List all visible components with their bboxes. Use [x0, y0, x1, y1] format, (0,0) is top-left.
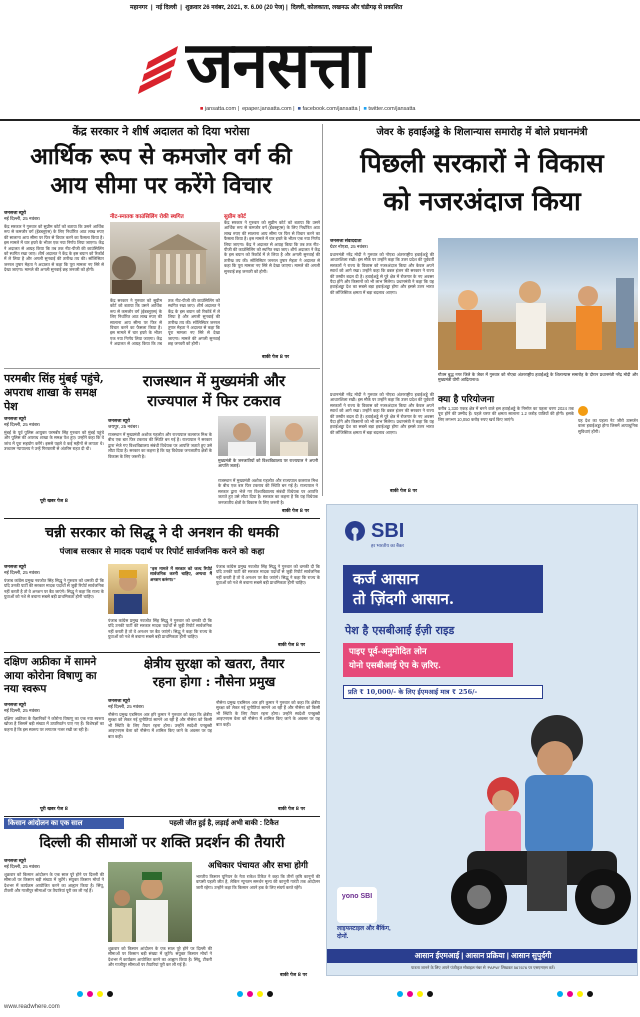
navy-headline-2: रहना होगा : नौसेना प्रमुख — [152, 675, 276, 690]
sidhu-bureau: जनसत्ता ब्यूरो — [4, 564, 26, 569]
raj-byline — [108, 418, 212, 430]
link-facebook[interactable]: facebook.com/jansatta — [302, 106, 358, 112]
footer-site[interactable]: www.readwhere.com — [4, 1004, 60, 1010]
navy-bureau: जनसत्ता ब्यूरो — [108, 698, 130, 703]
delhi-place: नई दिल्ली, 25 नवंबर। — [4, 864, 41, 869]
sbi-ad[interactable] — [326, 504, 638, 976]
story1-text-right: केंद्र सरकार ने गुरुवार को सुप्रीम कोर्ट को बताया कि उसने आर्थिक रूप से कमजोर वर्ग (ईडब्लूएस) के लिए निर्धारित आठ लाख रुपए की सालाना आय सीमा पर फिर से विचार करने का फैसला किया है। इस मामले में चार हफ्ते के भीतर एक नया निर्णय लिया जाएगा। केंद्र ने अदालत से आग्रह किया कि तब तक नीट-पीजी की काउंसिलिंग को स्थगित रखा जाए। शीर्ष अदालत ने केंद्र के इस बयान को रिकॉर्ड में ले लिया है और अगली सुनवाई की तारीख तय की। सॉलिसिटर जनरल तुषार मेहता ने अदालत से कहा कि पूरा मामला नए सिरे से देखा जाएगा। मामले की अगली सुनवाई छह जनवरी को होगी। — [224, 220, 320, 274]
project-side-text: यह देश का पहला नेट जीरो उत्सर्जन वाला हवाईअड्डा होगा जिसमें अत्याधुनिक सुविधाएं होंगी। — [578, 418, 638, 434]
logo-mark — [138, 42, 184, 96]
sbi-brand: SBI — [371, 520, 405, 542]
ad-sub-1: पाइए पूर्व-अनुमोदित लोन — [349, 647, 427, 657]
raj-headline-2: राज्यपाल में फिर टकराव — [147, 392, 281, 410]
story1-more[interactable]: बाकी पेज 8 पर — [262, 355, 290, 360]
tikait-more[interactable]: बाकी पेज 8 पर — [280, 973, 308, 978]
yono-note: लाइफस्टाइल और बैंकिंग, दोनों. — [337, 926, 391, 940]
divider-h3 — [4, 652, 320, 653]
right-text-cont: प्रधानमंत्री नरेंद्र मोदी ने गुरुवार को नोएडा अंतरराष्ट्रीय हवाईअड्डे की आधारशिला रखी। इस मौके पर उन्होंने कहा कि उत्तर प्रदेश की पूर्ववर्ती सरकारों ने राज्य के विकास को नजरअंदाज किया और केवल अपने स्वार्थ को आगे रखा। उन्होंने कहा कि डबल इंजन की सरकार ने राज्य की तस्वीर बदल दी है। हवाईअड्डे से पूरे क्षेत्र में रोजगार के नए अवसर पैदा होंगे और किसानों को भी लाभ मिलेगा। प्रधानमंत्री ने कहा कि यह हवाईअड्डा देश का सबसे बड़ा हवाईअड्डा होगा और इससे उत्तर भारत की लॉजिस्टिक क्षमता में बड़ा बदलाव आएगा। — [330, 392, 434, 435]
sidhu-text-3: पंजाब कांग्रेस प्रमुख नवजोत सिंह सिद्धू ने गुरुवार को धमकी दी कि यदि उनकी पार्टी की सरकार मादक पदार्थों से जुड़ी रिपोर्ट सार्वजनिक नहीं करती है तो वे अनशन पर बैठ जाएंगे। सिद्धू ने कहा कि राज्य के युवाओं को नशे से बचाना सबसे बड़ी प्राथमिकता होनी चाहिए। — [216, 564, 320, 586]
story1-headline-1: आर्थिक रूप से कमजोर वर्ग की — [30, 143, 292, 170]
story1-text-left: केंद्र सरकार ने गुरुवार को सुप्रीम कोर्ट को बताया कि उसने आर्थिक रूप से कमजोर वर्ग (ईडब्लूएस) के लिए निर्धारित आठ लाख रुपए की सालाना आय सीमा पर फिर से विचार करने का फैसला किया है। इस मामले में चार हफ्ते के भीतर एक नया निर्णय लिया जाएगा। केंद्र ने अदालत से आग्रह किया कि तब तक नीट-पीजी की काउंसिलिंग को स्थगित रखा जाए। शीर्ष अदालत ने केंद्र के इस बयान को रिकॉर्ड में ले लिया है और अगली सुनवाई की तारीख तय की। सॉलिसिटर जनरल तुषार मेहता ने अदालत से कहा कि पूरा मामला नए सिरे से देखा जाएगा। मामले की अगली सुनवाई छह जनवरी को होगी। — [4, 224, 104, 273]
ad-footer: आसान ईएमआई | आसान प्रक्रिया | आसान सुपुर्दगी — [327, 949, 638, 963]
person-icon — [108, 564, 148, 614]
sidhu-place: नई दिल्ली, 25 नवंबर। — [4, 570, 41, 575]
raj-photos — [218, 416, 318, 456]
tikait-headline: अधिकार पंचायत और सभा होगी — [208, 861, 308, 871]
sidhu-photo — [108, 564, 148, 614]
sidhu-text: पंजाब कांग्रेस प्रमुख नवजोत सिंह सिद्धू ने गुरुवार को धमकी दी कि यदि उनकी पार्टी की सरकार मादक पदार्थों से जुड़ी रिपोर्ट सार्वजनिक नहीं करती है तो वे अनशन पर बैठ जाएंगे। सिद्धू ने कहा कि राज्य के युवाओं को नशे से बचाना सबसे बड़ी प्राथमिकता होनी चाहिए। — [4, 578, 104, 600]
farmers-photo-icon — [108, 862, 192, 942]
supreme-court-photo — [110, 222, 220, 294]
sidhu-headline: चन्नी सरकार को सिद्धू ने दी अनशन की धमकी — [45, 525, 279, 541]
mishra-photo — [270, 416, 318, 456]
pm-photo — [438, 238, 638, 370]
story1-headline-2: आय सीमा पर करेंगे विचार — [50, 172, 272, 199]
right-headline-2: को नजरअंदाज किया — [383, 187, 581, 217]
sidhu-more[interactable]: बाकी पेज 8 पर — [278, 643, 306, 648]
param-byline — [4, 416, 104, 428]
navy-text: नौसेना प्रमुख एडमिरल आर हरि कुमार ने गुरुवार को कहा कि क्षेत्रीय सुरक्षा को लेकर नई चुनौतियां सामने आ रही हैं और नौसेना को किसी भी स्थिति के लिए तैयार रहना होगा। उन्होंने स्वदेशी पनडुब्बी आइएनएस वेला को नौसेना में शामिल किए जाने के अवसर पर यह बात कही। — [108, 712, 212, 739]
param-more[interactable]: पूरी खबर पेज 8 — [40, 499, 68, 504]
registration-marks-icon — [0, 990, 640, 998]
kisan-strip-quote: पहली जीत हुई है, लड़ाई अभी बाकी : टिकैत — [169, 820, 279, 827]
raj-photo-caption: मुख्यमंत्री के जनजातियों को विश्वविद्यालय पर राज्यपाल ने अपनी आपत्ति जताई। — [218, 458, 318, 469]
gehlot-photo — [218, 416, 266, 456]
court-building-icon — [110, 222, 220, 294]
web-icon: ■ — [200, 106, 204, 112]
link-twitter[interactable]: twitter.com/jansatta — [368, 106, 416, 112]
story1-byline — [4, 210, 104, 222]
raj-text-2: राजस्थान में मुख्यमंत्री अशोक गहलोत और राज्यपाल कलराज मिश्र के बीच एक बार फिर टकराव की स्थिति बन गई है। राज्यपाल ने सरकार द्वारा भेजे गए विश्वविद्यालय संबंधी विधेयक पर आपत्ति जताते हुए उसे लौटा दिया है। सरकार का कहना है कि यह विधेयक जनजातीय क्षेत्रों के विकास के लिए जरूरी है। — [218, 478, 318, 505]
ad-headline-1: कर्ज आसान — [353, 570, 419, 588]
story1-place: नई दिल्ली, 25 नवंबर। — [4, 216, 41, 221]
ad-headline-2: तो ज़िंदगी आसान. — [353, 590, 455, 608]
pages-label: (20 पेज) — [264, 5, 285, 11]
right-headline-1: पिछली सरकारों ने विकास — [360, 149, 604, 179]
sbi-logo-icon — [343, 519, 367, 543]
story1-text-middle: केंद्र सरकार ने गुरुवार को सुप्रीम कोर्ट को बताया कि उसने आर्थिक रूप से कमजोर वर्ग (ईडब्लूएस) के लिए निर्धारित आठ लाख रुपए की सालाना आय सीमा पर फिर से विचार करने का फैसला किया है। इस मामले में चार हफ्ते के भीतर एक नया निर्णय लिया जाएगा। केंद्र ने अदालत से आग्रह किया कि तब तक नीट-पीजी की काउंसिलिंग को स्थगित रखा जाए। शीर्ष अदालत ने केंद्र के इस बयान को रिकॉर्ड में ले लिया है और अगली सुनवाई की तारीख तय की। सॉलिसिटर जनरल तुषार मेहता ने अदालत से कहा कि पूरा मामला नए सिरे से देखा जाएगा। मामले की अगली सुनवाई छह जनवरी को होगी। — [110, 298, 220, 347]
param-place: नई दिल्ली, 25 नवंबर। — [4, 422, 41, 427]
project-box — [330, 392, 638, 496]
ad-offer: पेश है एसबीआई ईज़ी राइड — [345, 624, 455, 637]
newspaper-title: जनसत्ता — [186, 28, 370, 103]
right-place: ग्रेटर नोएडा, 25 नवंबर। — [330, 244, 369, 249]
price-label: रु. 6.00 — [243, 5, 263, 11]
masthead-rule — [0, 119, 640, 121]
ad-sub-2: योनो एसबीआई ऐप के ज़रिए. — [349, 661, 441, 671]
navy-byline — [108, 698, 212, 710]
sidhu-subhead: पंजाब सरकार से मादक पदार्थ पर रिपोर्ट सार्वजनिक करने को कहा — [59, 547, 265, 557]
ad-disclaimer: पात्रता जानने के लिए अपने पंजीकृत मोबाइल नंबर से ‘PAPW’ लिखकर 567676 पर एसएमएस करें। — [410, 965, 556, 970]
delhi-byline — [4, 858, 104, 870]
navy-headline-1: क्षेत्रीय सुरक्षा को खतरा, तैयार — [143, 657, 285, 672]
yono-label: yono SBI — [341, 893, 373, 900]
sidhu-byline — [4, 564, 104, 576]
masthead — [0, 0, 640, 118]
delhi-text-2: शुक्रवार को किसान आंदोलन के एक साल पूरे होने पर दिल्ली की सीमाओं पर किसान बड़ी संख्या में जुटेंगे। संयुक्त किसान मोर्चा ने देशभर में कार्यक्रम आयोजित करने का आह्वान किया है। सिंघू, टीकरी और गाजीपुर सीमाओं पर तैयारियां पूरी कर ली गई हैं। — [108, 946, 212, 968]
story1-bureau: जनसत्ता ब्यूरो — [4, 210, 26, 215]
right-byline — [330, 238, 434, 250]
raj-place: जयपुर, 25 नवंबर। — [108, 424, 139, 429]
delhi-bureau: जनसत्ता ब्यूरो — [4, 858, 26, 863]
facebook-icon: ■ — [297, 106, 301, 112]
sbi-logo — [343, 519, 423, 543]
covid-place: नई दिल्ली, 25 नवंबर। — [4, 708, 41, 713]
raj-text: राजस्थान में मुख्यमंत्री अशोक गहलोत और राज्यपाल कलराज मिश्र के बीच एक बार फिर टकराव की स्थिति बन गई है। राज्यपाल ने सरकार द्वारा भेजे गए विश्वविद्यालय संबंधी विधेयक पर आपत्ति जताते हुए उसे लौटा दिया है। सरकार का कहना है कि यह विधेयक जनजातीय क्षेत्रों के विकास के लिए जरूरी है। — [108, 432, 212, 459]
date-label: शुक्रवार 26 नवंबर, 2021, — [185, 5, 243, 11]
ad-emi: प्रति ₹ 10,000/- के लिए ईएमआई मात्र ₹ 256/- — [343, 685, 543, 699]
kisan-strip — [4, 816, 320, 828]
right-text: प्रधानमंत्री नरेंद्र मोदी ने गुरुवार को नोएडा अंतरराष्ट्रीय हवाईअड्डे की आधारशिला रखी। इस मौके पर उन्होंने कहा कि उत्तर प्रदेश की पूर्ववर्ती सरकारों ने राज्य के विकास को नजरअंदाज किया और केवल अपने स्वार्थ को आगे रखा। उन्होंने कहा कि डबल इंजन की सरकार ने राज्य की तस्वीर बदल दी है। हवाईअड्डे से पूरे क्षेत्र में रोजगार के नए अवसर पैदा होंगे और किसानों को भी लाभ मिलेगा। प्रधानमंत्री ने कहा कि यह हवाईअड्डा देश का सबसे बड़ा हवाईअड्डा होगा और इससे उत्तर भारत की लॉजिस्टिक क्षमता में बड़ा बदलाव आएगा। — [330, 252, 434, 295]
kisan-strip-label: किसान आंदोलन का एक साल — [4, 818, 124, 829]
navy-more[interactable]: बाकी पेज 8 पर — [278, 807, 306, 812]
raj-headline-1: राजस्थान में मुख्यमंत्री और — [142, 372, 286, 390]
edition-label: महानगर — [130, 5, 148, 11]
pm-photo-caption: गौतम बुद्ध नगर जिले के जेवर में गुरुवार को नोएडा अंतरराष्ट्रीय हवाईअड्डे के शिलान्यास समारोह के दौरान प्रधानमंत्री नरेंद्र मोदी और मुख्यमंत्री योगी आदित्यनाथ। — [438, 372, 638, 383]
masthead-topline: महानगर | नई दिल्ली | शुक्रवार 26 नवंबर, 2021, रु. 6.00 (20 पेज) | दिल्ली, कोलकाता, लखनऊ और चंडीगढ़ से प्रकाशित — [130, 5, 403, 11]
raj-bureau: जनसत्ता ब्यूरो — [108, 418, 130, 423]
logo-icon — [138, 42, 184, 96]
sidhu-quote: ‘‘इस मामले में सरकार को जल्द रिपोर्ट सार्वजनिक करनी चाहिए, अन्यथा मैं अनशन करूंगा।’’ — [150, 566, 212, 582]
sbi-tagline: हर भारतीय का बैंकर — [371, 543, 404, 548]
delhi-headline: दिल्ली की सीमाओं पर शक्ति प्रदर्शन की तैयारी — [39, 834, 285, 851]
link-website[interactable]: jansatta.com — [204, 106, 237, 112]
delhi-text: शुक्रवार को किसान आंदोलन के एक साल पूरे होने पर दिल्ली की सीमाओं पर किसान बड़ी संख्या में जुटेंगे। संयुक्त किसान मोर्चा ने देशभर में कार्यक्रम आयोजित करने का आह्वान किया है। सिंघू, टीकरी और गाजीपुर सीमाओं पर तैयारियां पूरी कर ली गई हैं। — [4, 872, 104, 894]
ad-sub-box — [343, 643, 513, 677]
scooter-rider-icon — [407, 701, 638, 933]
rider-photo — [407, 701, 638, 933]
editions-note: दिल्ली, कोलकाता, लखनऊ और चंडीगढ़ से प्रकाशित — [291, 5, 403, 11]
pm-event-photo-icon — [438, 238, 638, 370]
covid-byline — [4, 702, 104, 714]
social-links: ■ jansatta.com | epaper.jansatta.com | ■ facebook.com/jansatta | ■ twitter.com/jansatta — [200, 106, 416, 112]
ad-headline-box — [343, 565, 543, 613]
param-bureau: जनसत्ता ब्यूरो — [4, 416, 26, 421]
story1-kicker: केंद्र सरकार ने शीर्ष अदालत को दिया भरोसा — [72, 125, 250, 138]
sidhu-text-2: पंजाब कांग्रेस प्रमुख नवजोत सिंह सिद्धू ने गुरुवार को धमकी दी कि यदि उनकी पार्टी की सरकार मादक पदार्थों से जुड़ी रिपोर्ट सार्वजनिक नहीं करती है तो वे अनशन पर बैठ जाएंगे। सिद्धू ने कहा कि राज्य के युवाओं को नशे से बचाना सबसे बड़ी प्राथमिकता होनी चाहिए। — [108, 618, 212, 640]
covid-headline: दक्षिण अफ्रीका में सामने आया कोरोना विषाणु का नया स्वरूप — [4, 656, 97, 695]
project-bullet-icon — [578, 406, 588, 416]
city-label: नई दिल्ली — [155, 5, 177, 11]
project-text: करीब 1,330 एकड़ क्षेत्र में बनने वाले इस हवाईअड्डे के निर्माण का पहला चरण 2024 तक पूरा होने की उम्मीद है। पहले चरण की क्षमता सालाना 1.2 करोड़ यात्रियों की होगी। इसके लिए लगभग 10,050 करोड़ रुपए खर्च किए जाएंगे। — [438, 406, 574, 422]
neet-caption: नीट-स्नातक काउंसिलिंग रोकी स्थगित — [110, 214, 184, 220]
divider-h2 — [4, 518, 320, 519]
link-epaper[interactable]: epaper.jansatta.com — [242, 106, 292, 112]
tikait-photo — [108, 862, 192, 942]
right-bureau: जनसत्ता संवाददाता — [330, 238, 362, 243]
right-kicker: जेवर के हवाईअड्डे के शिलान्यास समारोह में बोले प्रधानमंत्री — [376, 127, 588, 138]
param-text: मुंबई के पूर्व पुलिस आयुक्त परमबीर सिंह गुरुवार को मुंबई पहुंचे और पुलिस की अपराध शाखा के समक्ष पेश हुए। उन्होंने कहा कि वे जांच में पूरा सहयोग करेंगे। इससे पहले वे कई महीनों से लापता थे। उच्चतम न्यायालय ने उन्हें गिरफ्तारी से अंतरिम राहत दी थी। — [4, 430, 104, 452]
raj-more[interactable]: बाकी पेज 8 पर — [282, 509, 310, 514]
story1-right-col — [224, 212, 320, 220]
covid-bureau: जनसत्ता ब्यूरो — [4, 702, 26, 707]
person-icon — [218, 416, 266, 456]
project-title: क्या है परियोजना — [438, 395, 495, 405]
divider-v1 — [322, 124, 323, 496]
navy-place: नई दिल्ली, 25 नवंबर। — [108, 704, 145, 709]
tikait-text: भारतीय किसान यूनियन के नेता राकेश टिकैत ने कहा कि तीनों कृषि कानूनों की वापसी पहली जीत है, लेकिन न्यूनतम समर्थन मूल्य की कानूनी गारंटी तक आंदोलन जारी रहेगा। उन्होंने कहा कि किसान अपने हक के लिए संघर्ष करते रहेंगे। — [196, 874, 320, 890]
covid-text: दक्षिण अफ्रीका के वैज्ञानिकों ने कोरोना विषाणु का एक नया स्वरूप खोजा है जिसमें बड़ी संख्या में उत्परिवर्तन पाए गए हैं। विशेषज्ञों का कहना है कि इस स्वरूप पर लगातार नजर रखी जा रही है। — [4, 716, 104, 732]
court-caption: सुप्रीम कोर्ट — [224, 214, 246, 220]
divider-h1 — [4, 368, 320, 369]
param-headline: परमबीर सिंह मुंबई पहुंचे, अपराध शाखा के समक्ष पेश — [4, 372, 104, 413]
covid-more[interactable]: पूरी खबर पेज 8 — [40, 807, 68, 812]
yono-badge — [337, 887, 377, 923]
person-icon — [270, 416, 318, 456]
twitter-icon: ■ — [363, 106, 367, 112]
color-registration-bar — [0, 983, 640, 991]
right-more[interactable]: बाकी पेज 8 पर — [390, 489, 418, 494]
navy-text-2: नौसेना प्रमुख एडमिरल आर हरि कुमार ने गुरुवार को कहा कि क्षेत्रीय सुरक्षा को लेकर नई चुनौतियां सामने आ रही हैं और नौसेना को किसी भी स्थिति के लिए तैयार रहना होगा। उन्होंने स्वदेशी पनडुब्बी आइएनएस वेला को नौसेना में शामिल किए जाने के अवसर पर यह बात कही। — [216, 700, 320, 727]
